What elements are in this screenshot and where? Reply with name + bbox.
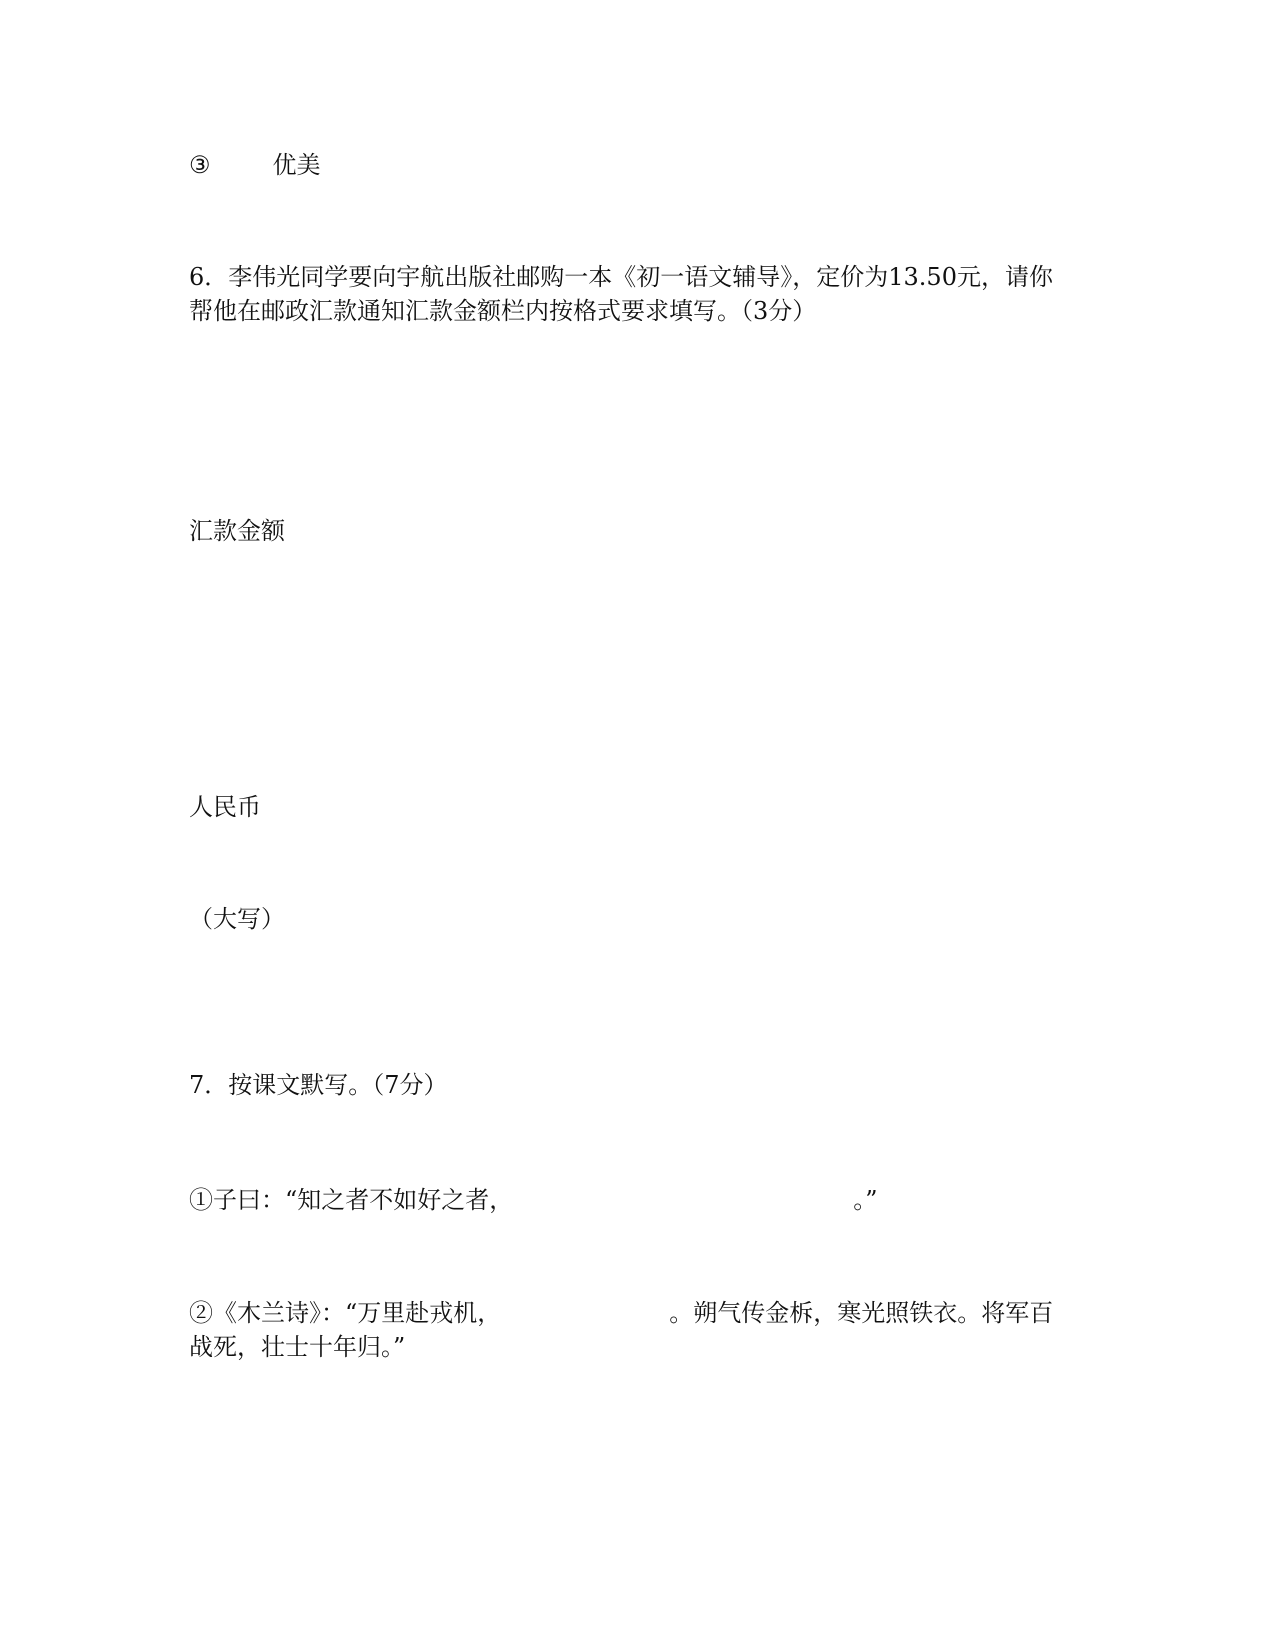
question-7-title: 7．按课文默写。（7分） <box>189 1071 448 1099</box>
question-6 <box>189 260 1089 328</box>
item-2-prefix: ②《木兰诗》：“万里赴戎机， <box>189 1299 502 1327</box>
uppercase-label: （大写） <box>189 905 285 933</box>
option-item-3 <box>189 148 321 182</box>
item-1-suffix: 。” <box>853 1186 878 1214</box>
question-7-item-1 <box>189 1183 878 1217</box>
item-1-prefix: ①子曰：“知之者不如好之者， <box>189 1186 514 1214</box>
option-word: 优美 <box>272 151 321 179</box>
question-7-item-2 <box>189 1296 1089 1364</box>
question-6-line-1: 6．李伟光同学要向宇航出版社邮购一本《初一语文辅导》，定价为13.50元，请你 <box>189 263 1053 291</box>
item-2-line-2: 战死，壮士十年归。” <box>189 1333 406 1361</box>
currency-label: 人民币 <box>189 793 261 821</box>
remittance-amount-label: 汇款金额 <box>189 517 285 545</box>
question-6-line-2: 帮他在邮政汇款通知汇款金额栏内按格式要求填写。（3分） <box>189 297 817 325</box>
item-2-suffix: 。朔气传金柝，寒光照铁衣。将军百 <box>669 1299 1054 1327</box>
circled-number-3: ③ <box>189 151 211 179</box>
